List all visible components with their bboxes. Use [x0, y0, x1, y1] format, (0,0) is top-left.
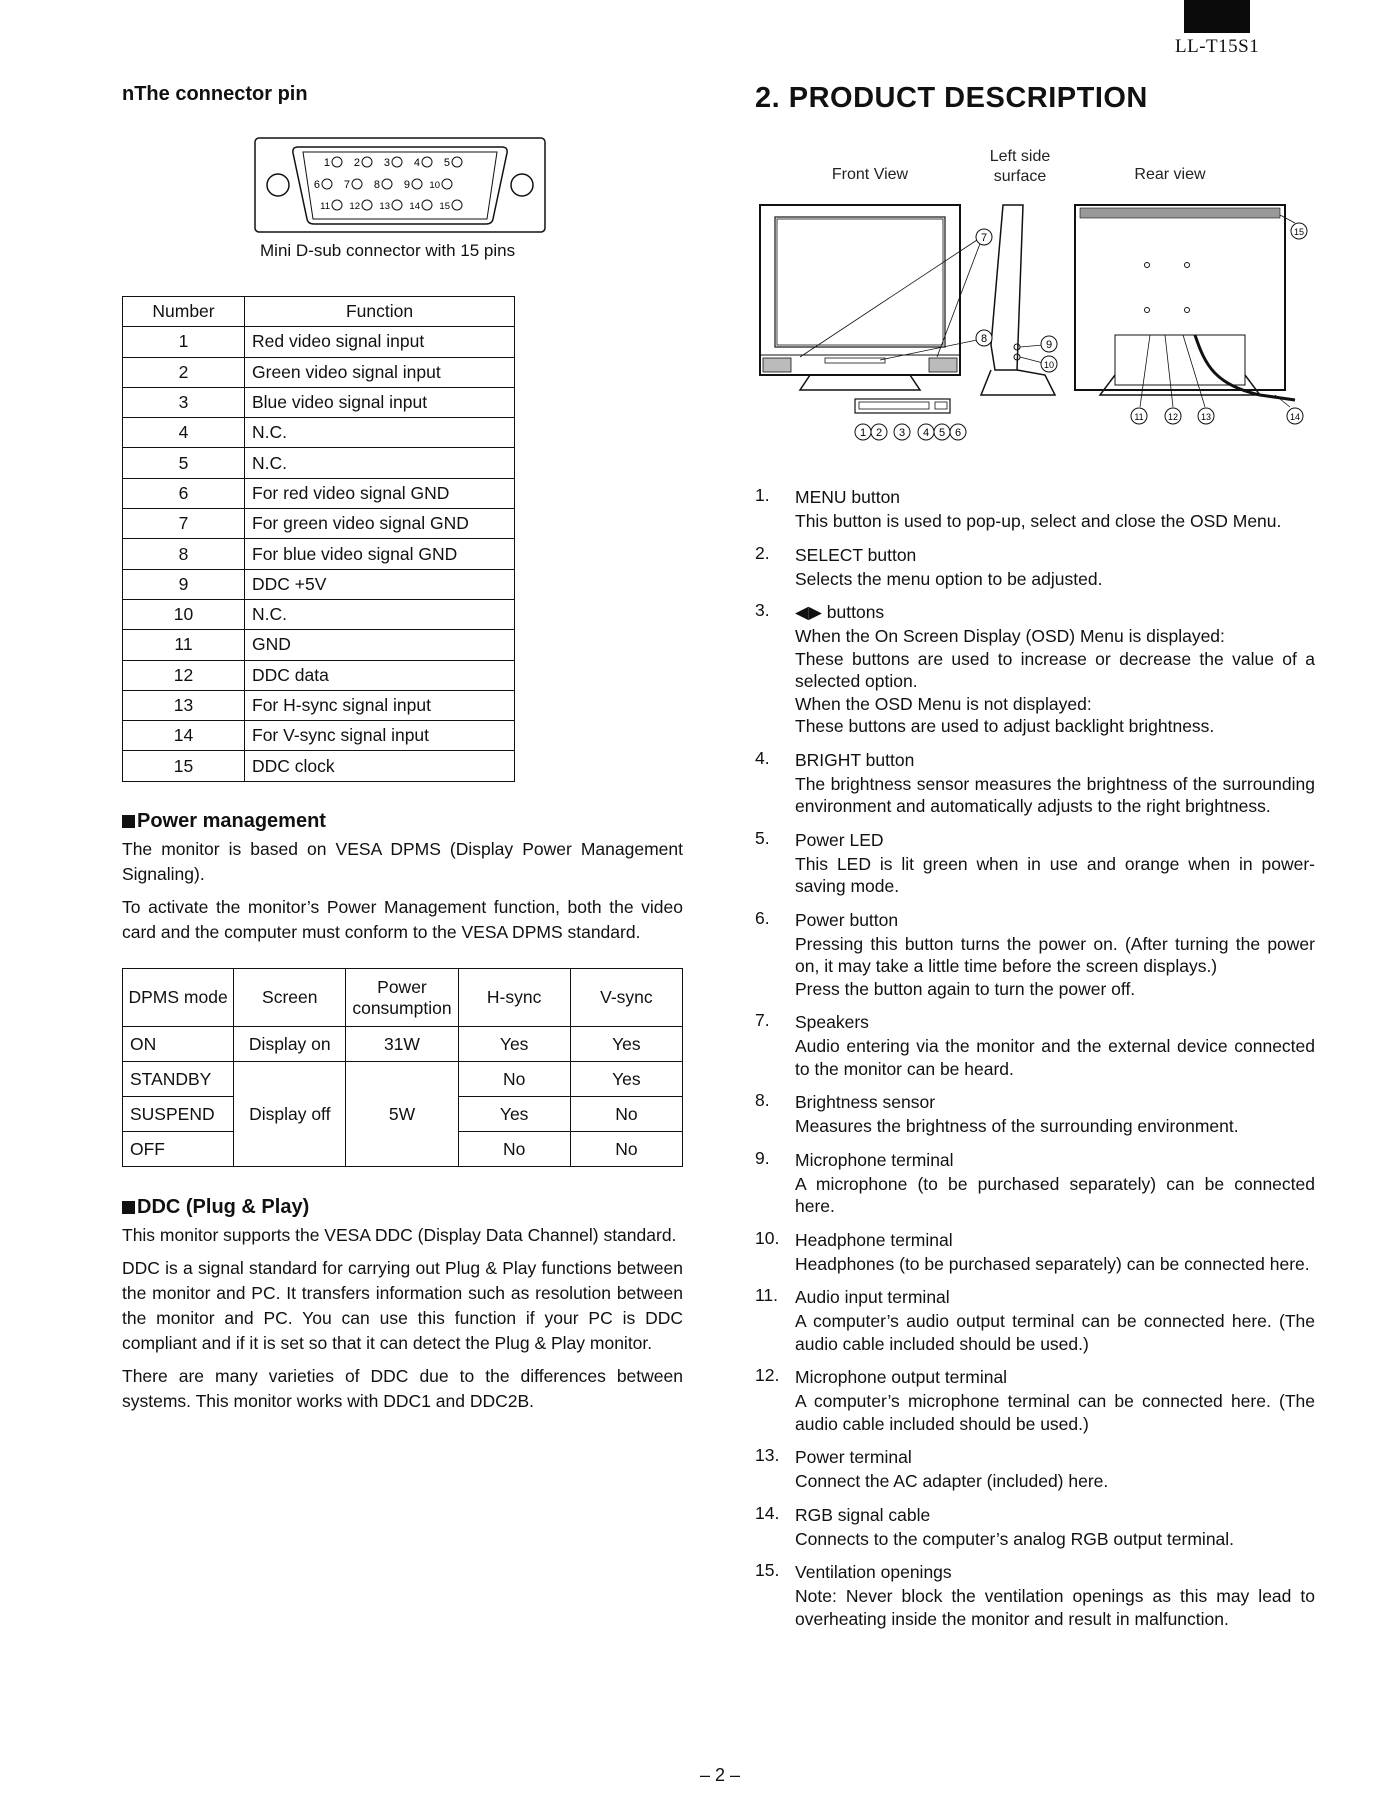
item-number: 15. — [755, 1560, 780, 1580]
list-item — [755, 1010, 1315, 1080]
table-row — [123, 509, 515, 539]
table-row — [123, 721, 515, 751]
d-sub-connector-diagram — [250, 135, 550, 235]
callout-15 — [1291, 223, 1307, 239]
pin-hole — [332, 157, 342, 167]
dpms-header-power: Power consumption — [346, 969, 458, 1027]
pin-number: 14 — [123, 721, 245, 751]
pin-hole — [452, 200, 462, 210]
item-title: Brightness sensor — [795, 1092, 936, 1112]
dpms-hsync: No — [458, 1062, 570, 1097]
square-bullet-icon — [122, 815, 135, 828]
dpms-mode: ON — [123, 1027, 234, 1062]
item-title: BRIGHT button — [795, 749, 915, 770]
svg-text:5: 5 — [938, 427, 946, 439]
table-row — [123, 569, 515, 599]
svg-text:2: 2 — [875, 427, 883, 439]
list-item — [755, 1148, 1315, 1218]
list-item — [755, 485, 1315, 533]
list-item — [755, 828, 1315, 898]
item-number: 3. — [755, 600, 770, 620]
callout-numbers — [855, 223, 1307, 440]
item-description: Connects to the computer’s analog RGB output terminal. — [795, 1528, 1235, 1549]
pin-label: 13 — [379, 201, 390, 212]
pin-number: 4 — [123, 418, 245, 448]
item-description: When the On Screen Display (OSD) Menu is displayed: These buttons are used to increase or decrease the value of a selected option. When the OSD Menu is not displayed: These buttons are used to adjust backlight brightness. — [795, 626, 1315, 736]
list-item — [755, 1560, 1315, 1630]
dpms-vsync: Yes — [570, 1027, 682, 1062]
power-management-section — [122, 810, 683, 945]
table-row — [123, 630, 515, 660]
table-row — [123, 418, 515, 448]
table-row — [123, 599, 515, 629]
svg-text:7: 7 — [980, 232, 988, 244]
side-view-label: Left side surface — [989, 148, 1051, 185]
list-item — [755, 1228, 1315, 1276]
item-description: Measures the brightness of the surrounding environment. — [795, 1116, 1239, 1136]
list-item — [755, 600, 1315, 738]
list-item — [755, 1285, 1315, 1355]
callout-6 — [950, 424, 966, 440]
table-row — [123, 448, 515, 478]
pin-function: DDC +5V — [245, 569, 515, 599]
header-function: Function — [245, 297, 515, 327]
connector-pins — [314, 157, 462, 212]
list-item — [755, 543, 1315, 591]
svg-text:6: 6 — [954, 427, 962, 439]
item-description: The brightness sensor measures the brightness of the surrounding environment and automatically adjusts to the right brightness. — [795, 773, 1315, 816]
callout-4 — [918, 424, 934, 440]
list-item — [755, 1503, 1315, 1551]
dpms-mode: SUSPEND — [123, 1097, 234, 1132]
pin-hole — [352, 179, 362, 189]
dpms-power: 31W — [346, 1027, 458, 1062]
item-title: RGB signal cable — [795, 1504, 931, 1525]
pin-hole — [392, 200, 402, 210]
item-title: Microphone output terminal — [795, 1367, 1008, 1387]
item-title: Power LED — [795, 829, 884, 850]
pin-function: For H-sync signal input — [245, 690, 515, 720]
item-number: 5. — [755, 827, 770, 848]
table-row — [123, 478, 515, 508]
svg-text:13: 13 — [1200, 412, 1212, 422]
item-description: Pressing this button turns the power on. (After turning the power on, it may take a little time before the screen displays.) Press the button again to turn the power off. — [795, 933, 1315, 999]
pin-function: DDC clock — [245, 751, 515, 781]
pin-number: 10 — [123, 599, 245, 629]
pin-function: For blue video signal GND — [245, 539, 515, 569]
power-paragraph-1: The monitor is based on VESA DPMS (Display Power Management Signaling). — [122, 839, 683, 884]
svg-text:9: 9 — [1045, 339, 1053, 351]
pin-function: For V-sync signal input — [245, 721, 515, 751]
header-number: Number — [123, 297, 245, 327]
rear-view-drawing — [1075, 205, 1295, 407]
pin-label: 3 — [383, 157, 390, 169]
pin-number: 15 — [123, 751, 245, 781]
dpms-header-vsync: V-sync — [570, 969, 682, 1027]
svg-text:8: 8 — [980, 333, 988, 345]
svg-text:11: 11 — [1134, 412, 1144, 422]
pin-number: 1 — [123, 327, 245, 357]
item-description: This button is used to pop-up, select and close the OSD Menu. — [795, 511, 1282, 531]
item-number: 8. — [755, 1090, 770, 1110]
item-title: Headphone terminal — [795, 1229, 953, 1250]
dpms-hsync: No — [458, 1132, 570, 1167]
pin-number: 11 — [123, 630, 245, 660]
pin-hole — [422, 157, 432, 167]
callout-10 — [1041, 356, 1057, 372]
ddc-heading — [122, 1196, 683, 1219]
dpms-vsync: No — [570, 1097, 682, 1132]
dpms-header-screen: Screen — [234, 969, 346, 1027]
list-item — [755, 908, 1315, 1001]
pin-label: 7 — [343, 179, 350, 191]
table-row — [123, 660, 515, 690]
pin-function: Red video signal input — [245, 327, 515, 357]
pin-hole — [322, 179, 332, 189]
pin-function: For green video signal GND — [245, 509, 515, 539]
item-number: 12. — [755, 1365, 780, 1385]
pin-label: 10 — [429, 180, 440, 191]
callout-1 — [855, 424, 871, 440]
callout-13 — [1198, 408, 1214, 424]
pin-hole — [452, 157, 462, 167]
ddc-paragraph-2: DDC is a signal standard for carrying out Plug & Play functions between the monitor and PC. It transfers information such as resolution between the monitor and PC. You can use this function if your PC is DDC compliant and if it is set so that it can detect the Plug & Play monitor. — [122, 1258, 683, 1353]
table-row — [123, 690, 515, 720]
item-description: A microphone (to be purchased separately) can be connected here. — [795, 1173, 1315, 1216]
table-row — [123, 327, 515, 357]
item-number: 14. — [755, 1502, 780, 1523]
pin-label: 4 — [413, 157, 420, 169]
item-number: 10. — [755, 1227, 780, 1248]
pin-label: 6 — [313, 179, 320, 191]
svg-text:15: 15 — [1293, 227, 1305, 237]
pin-hole — [392, 157, 402, 167]
model-number: LL-T15S1 — [1175, 36, 1260, 57]
front-view-label: Front View — [831, 166, 909, 183]
dpms-row-standby — [123, 1062, 683, 1097]
pin-number: 2 — [123, 357, 245, 387]
svg-text:1: 1 — [859, 427, 867, 439]
pin-label: 14 — [409, 201, 420, 212]
power-paragraph-2: To activate the monitor’s Power Management function, both the video card and the computer must conform to the VESA DPMS standard. — [122, 897, 683, 942]
dpms-mode: STANDBY — [123, 1062, 234, 1097]
item-description: A computer’s microphone terminal can be connected here. (The audio cable included should be used.) — [795, 1391, 1315, 1434]
item-description: This LED is lit green when in use and orange when in power-saving mode. — [795, 853, 1315, 896]
front-view-drawing — [760, 205, 981, 413]
callout-14 — [1287, 408, 1303, 424]
dpms-power-off: 5W — [346, 1062, 458, 1167]
callout-5 — [934, 424, 950, 440]
pin-hole — [442, 179, 452, 189]
item-title: Speakers — [795, 1012, 869, 1032]
pin-label: 8 — [373, 179, 380, 191]
pin-function: N.C. — [245, 448, 515, 478]
callout-3 — [894, 424, 910, 440]
item-number: 9. — [755, 1147, 770, 1168]
svg-text:14: 14 — [1289, 412, 1301, 422]
dpms-screen-off: Display off — [234, 1062, 346, 1167]
pin-label: 12 — [349, 201, 360, 212]
header-black-tab — [1184, 0, 1250, 33]
item-title: Power terminal — [795, 1447, 912, 1467]
dpms-row-on — [123, 1027, 683, 1062]
table-row — [123, 751, 515, 781]
ddc-title: DDC (Plug & Play) — [137, 1196, 310, 1218]
item-number: 6. — [755, 907, 770, 928]
dpms-table — [122, 968, 683, 1167]
page-number: – 2 – — [700, 1765, 741, 1785]
item-title: Microphone terminal — [795, 1149, 954, 1170]
pin-function: Blue video signal input — [245, 387, 515, 417]
pin-function: N.C. — [245, 418, 515, 448]
callout-8 — [976, 330, 992, 346]
callout-9 — [1041, 336, 1057, 352]
item-title: MENU button — [795, 487, 901, 507]
pin-hole — [362, 157, 372, 167]
ddc-paragraph-1: This monitor supports the VESA DDC (Display Data Channel) standard. — [122, 1225, 677, 1245]
pin-label: 9 — [403, 179, 410, 191]
pin-hole — [382, 179, 392, 189]
item-number: 13. — [755, 1445, 780, 1465]
item-number: 1. — [755, 485, 770, 505]
pin-function: Green video signal input — [245, 357, 515, 387]
svg-text:12: 12 — [1167, 412, 1179, 422]
monitor-diagram — [755, 195, 1315, 455]
pin-hole — [332, 200, 342, 210]
power-management-title: Power management — [137, 810, 326, 832]
item-description: A computer’s audio output terminal can be connected here. (The audio cable included should be used.) — [795, 1311, 1315, 1354]
pin-function-table — [122, 296, 515, 782]
pin-function: For red video signal GND — [245, 478, 515, 508]
pin-hole — [362, 200, 372, 210]
dpms-vsync: Yes — [570, 1062, 682, 1097]
item-number: 4. — [755, 747, 770, 768]
pin-number: 7 — [123, 509, 245, 539]
pin-label: 2 — [353, 157, 360, 169]
table-row — [123, 357, 515, 387]
dpms-hsync: Yes — [458, 1027, 570, 1062]
ddc-section — [122, 1196, 683, 1414]
dpms-header-row — [123, 969, 683, 1027]
item-number: 2. — [755, 542, 770, 563]
item-description: Audio entering via the monitor and the external device connected to the monitor can be heard. — [795, 1036, 1315, 1079]
callout-2 — [871, 424, 887, 440]
pin-number: 9 — [123, 569, 245, 599]
dpms-hsync: Yes — [458, 1097, 570, 1132]
svg-text:3: 3 — [898, 427, 906, 439]
item-number: 11. — [755, 1285, 779, 1305]
item-number: 7. — [755, 1010, 770, 1030]
pin-label: 11 — [320, 201, 330, 212]
svg-text:10: 10 — [1043, 360, 1055, 370]
pin-label: 15 — [439, 201, 450, 212]
item-title: SELECT button — [795, 544, 917, 565]
pin-number: 5 — [123, 448, 245, 478]
pin-function: N.C. — [245, 599, 515, 629]
pin-hole — [422, 200, 432, 210]
square-bullet-icon — [122, 1201, 135, 1214]
list-item — [755, 1365, 1315, 1435]
item-description: Connect the AC adapter (included) here. — [795, 1471, 1109, 1491]
feature-list — [755, 485, 1315, 1640]
pin-hole — [412, 179, 422, 189]
item-title: Audio input terminal — [795, 1287, 950, 1307]
pin-function: DDC data — [245, 660, 515, 690]
item-title: Power button — [795, 909, 899, 930]
pin-number: 8 — [123, 539, 245, 569]
callout-11 — [1131, 408, 1147, 424]
item-description: Selects the menu option to be adjusted. — [795, 568, 1103, 589]
callout-7 — [976, 229, 992, 245]
dpms-header-mode: DPMS mode — [123, 969, 234, 1027]
table-row — [123, 387, 515, 417]
item-title: Ventilation openings — [795, 1562, 952, 1582]
list-item — [755, 1090, 1315, 1138]
item-description: Note: Never block the ventilation openings as this may lead to overheating inside the monitor and result in malfunction. — [795, 1586, 1315, 1629]
list-item — [755, 748, 1315, 818]
power-management-heading — [122, 810, 683, 833]
dpms-vsync: No — [570, 1132, 682, 1167]
list-item — [755, 1445, 1315, 1493]
table-header-row — [123, 297, 515, 327]
connector-caption: Mini D-sub connector with 15 pins — [260, 241, 516, 260]
table-row — [123, 539, 515, 569]
svg-text:4: 4 — [922, 427, 930, 439]
rear-view-label: Rear view — [1134, 166, 1206, 183]
pin-label: 1 — [323, 157, 330, 169]
pin-label: 5 — [443, 157, 450, 169]
product-description-heading: 2. PRODUCT DESCRIPTION — [755, 82, 1148, 114]
pin-number: 12 — [123, 660, 245, 690]
dpms-header-hsync: H-sync — [458, 969, 570, 1027]
pin-function: GND — [245, 630, 515, 660]
dpms-screen: Display on — [234, 1027, 346, 1062]
connector-pin-heading: nThe connector pin — [122, 83, 308, 105]
pin-number: 3 — [123, 387, 245, 417]
item-description: Headphones (to be purchased separately) can be connected here. — [795, 1253, 1310, 1274]
dpms-mode: OFF — [123, 1132, 234, 1167]
ddc-paragraph-3: There are many varieties of DDC due to the differences between systems. This monitor works with DDC1 and DDC2B. — [122, 1366, 683, 1411]
pin-number: 6 — [123, 478, 245, 508]
callout-12 — [1165, 408, 1181, 424]
item-title: ◀▶ buttons — [795, 602, 885, 622]
pin-number: 13 — [123, 690, 245, 720]
